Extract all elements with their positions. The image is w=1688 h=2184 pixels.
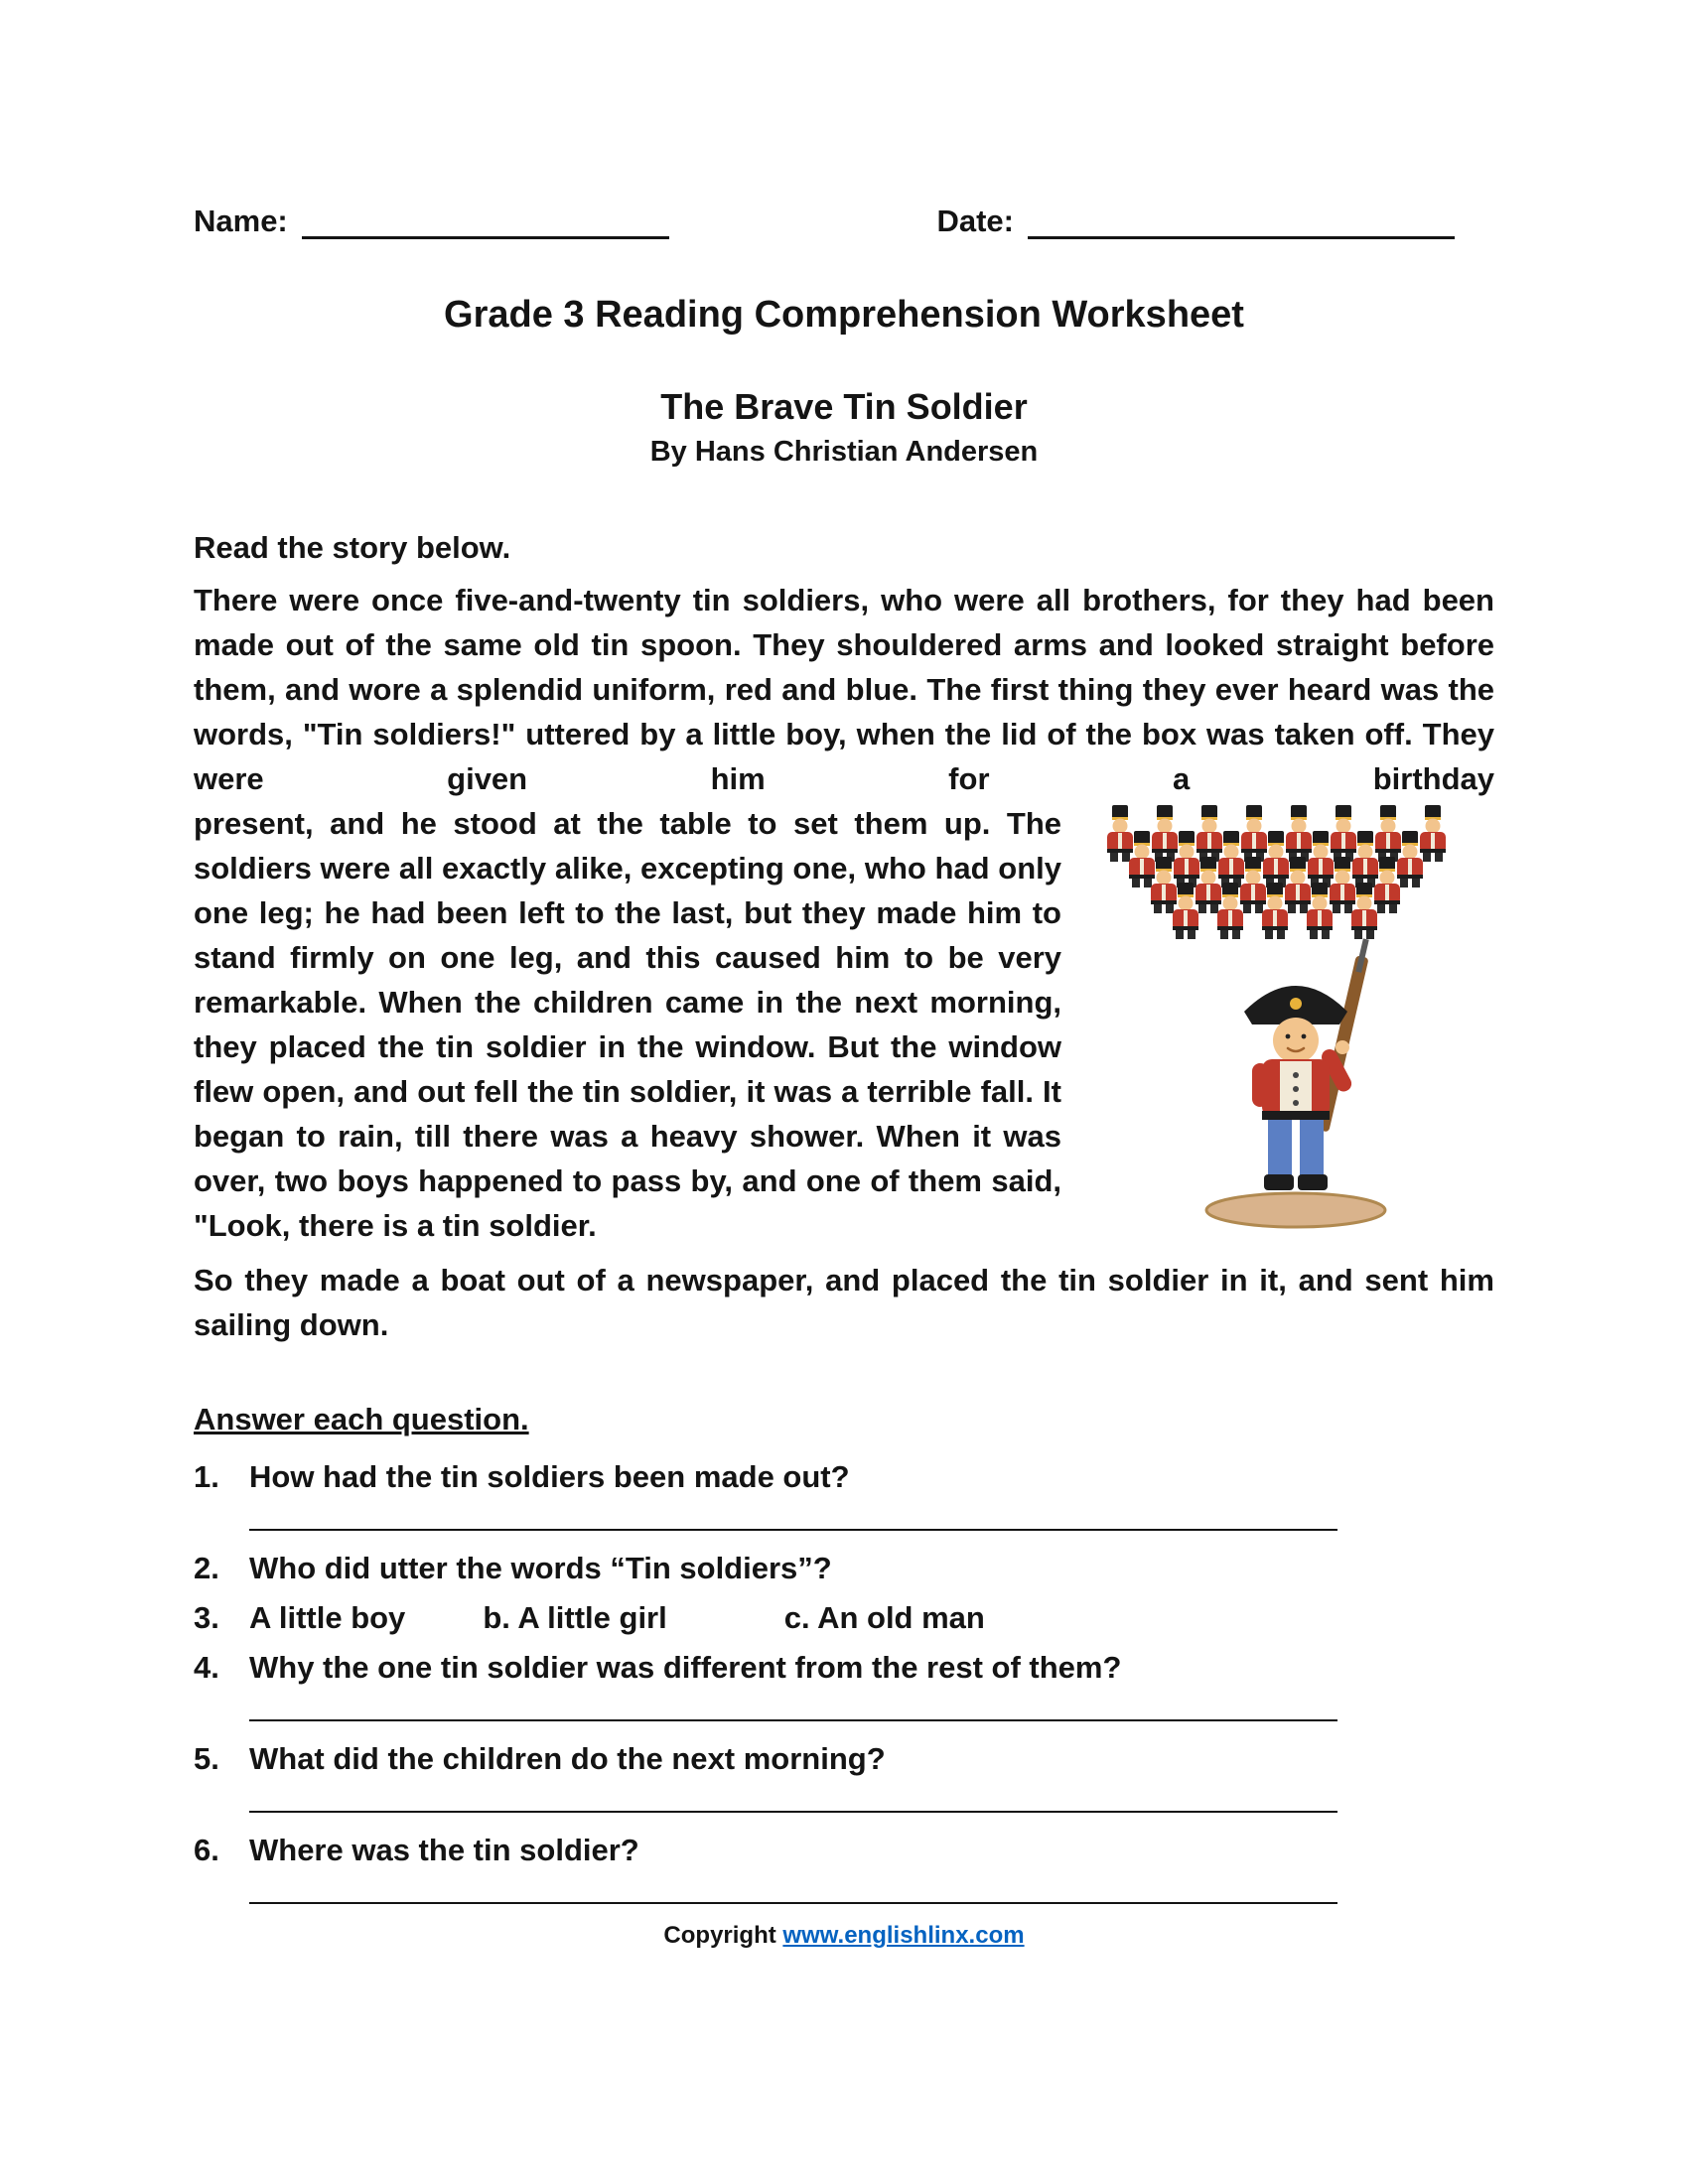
byline: By Hans Christian Andersen	[649, 436, 1039, 468]
story-part-1: There were once five-and-twenty tin soldiers, who were all brothers, for they had been made out of the same old tin spoon. They shouldered arms and looked straight before them, and wore a splendid uniform, red and blue. The first thing they ever heard was the words, "Tin soldiers!" uttered by a little boy, when the lid of the box was taken off. They were given him for a birthday	[194, 583, 1494, 796]
question-3	[194, 1598, 1494, 1638]
question-text: How had the tin soldiers been made out?	[249, 1459, 850, 1494]
tin-soldiers-illustration	[1097, 805, 1494, 1252]
englishlinx-link[interactable]: www.englishlinx.com	[782, 1922, 1025, 1949]
date-label: Date:	[936, 204, 1014, 238]
date-field	[936, 204, 1455, 239]
question-number: 6.	[194, 1833, 219, 1867]
story-title: The Brave Tin Soldier	[660, 386, 1028, 427]
answer-line-2[interactable]	[249, 1715, 1337, 1721]
option-a[interactable]: A little boy	[249, 1600, 406, 1635]
answer-line-4[interactable]	[249, 1898, 1337, 1904]
read-instruction: Read the story below.	[194, 530, 511, 565]
story-middle-block	[194, 801, 1494, 1248]
question-text: What did the children do the next morning?	[249, 1741, 886, 1776]
question-1	[194, 1457, 1494, 1497]
question-number: 4.	[194, 1650, 219, 1685]
question-2	[194, 1549, 1494, 1588]
copyright-text: Copyright	[663, 1922, 783, 1949]
name-label: Name:	[194, 204, 288, 238]
question-6	[194, 1831, 1494, 1870]
question-text: Why the one tin soldier was different from the rest of them?	[249, 1650, 1122, 1685]
answer-line-1[interactable]	[249, 1525, 1337, 1531]
answer-line-3[interactable]	[249, 1807, 1337, 1813]
answer-instruction: Answer each question.	[194, 1402, 529, 1436]
question-number: 3.	[194, 1600, 219, 1635]
name-blank[interactable]	[302, 205, 669, 239]
story-text	[194, 578, 1494, 1347]
question-number: 5.	[194, 1741, 219, 1776]
question-4	[194, 1648, 1494, 1688]
question-number: 2.	[194, 1551, 219, 1585]
option-b[interactable]: b. A little girl	[483, 1600, 667, 1635]
question-number: 1.	[194, 1459, 219, 1494]
name-field	[194, 204, 669, 239]
page-title: Grade 3 Reading Comprehension Worksheet	[444, 294, 1244, 336]
header-row	[194, 204, 1494, 239]
footer	[194, 1922, 1494, 1950]
story-part-2: present, and he stood at the table to set them up. The soldiers were all exactly alike, excepting one, who had only one leg; he had been left to the last, but they made him to stand firmly on one leg, and this caused him to be very remarkable. When the children came in the next morning, they placed the tin soldier in the window. But the window flew open, and out fell the tin soldier, it was a terrible fall. It began to rain, till there was a heavy shower. When it was over, two boys happened to pass by, and one of them said, "Look, there is a tin soldier.	[194, 806, 1061, 1243]
question-5	[194, 1739, 1494, 1779]
option-c[interactable]: c. An old man	[783, 1600, 985, 1635]
story-part-3: So they made a boat out of a newspaper, and placed the tin soldier in it, and sent him sailing down.	[194, 1263, 1494, 1342]
date-blank[interactable]	[1028, 205, 1455, 239]
question-text: Who did utter the words “Tin soldiers”?	[249, 1551, 832, 1585]
question-text: Where was the tin soldier?	[249, 1833, 639, 1867]
